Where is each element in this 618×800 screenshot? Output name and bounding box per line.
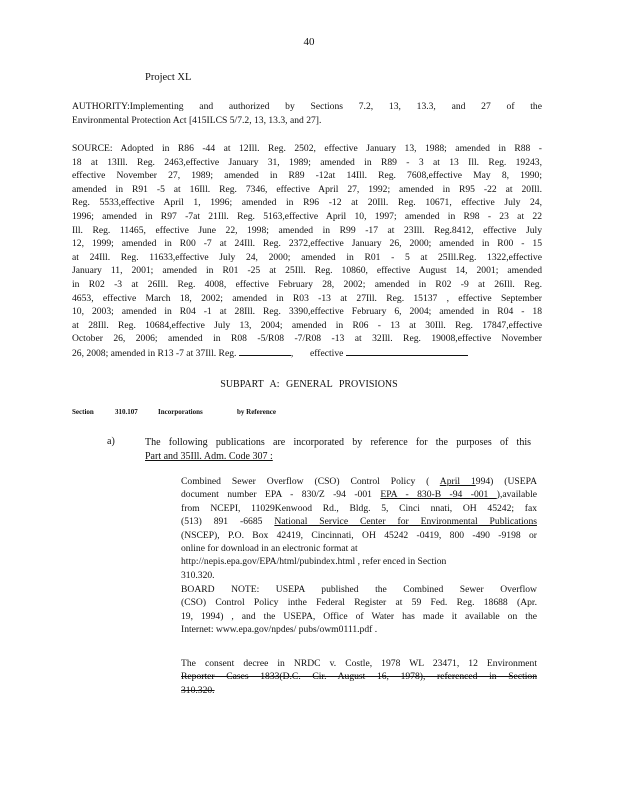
- consent-line-struck: Reporter Cases 1833(D.C. Cir. August 16, 1978), referenced in Section: [181, 671, 537, 683]
- page-number: 40: [303, 36, 315, 48]
- authority-line: Environmental Protection Act [415ILCS 5/7.2, 13, 13.3, and 27].: [72, 114, 322, 126]
- cso-text: document number EPA - 830/Z -94 -001: [181, 489, 381, 501]
- board-note-line: BOARD NOTE: USEPA published the Combined Sewer Overflow: [181, 584, 537, 595]
- source-paragraph: [72, 142, 542, 361]
- source-effective-label: effective: [310, 347, 344, 359]
- source-line: October 26, 2006; amended in R08 -5/R08 -7/R08 -13 at 32Ill. Reg. 19008,effective November: [72, 333, 542, 345]
- cso-text: Combined Sewer Overflow (CSO) Control Policy (: [181, 476, 440, 487]
- cso-text: ),available: [496, 489, 537, 501]
- section-title: by Reference: [237, 408, 276, 416]
- source-line: at 28Ill. Reg. 10684,effective July 13, 2004; amended in R06 - 13 at 30Ill. Reg. 17847,effective: [72, 319, 542, 331]
- cso-line: online for download in an electronic format at: [181, 543, 358, 555]
- item-label: a): [107, 436, 115, 447]
- cso-inserted-text: EPA - 830-B -94 -001: [380, 489, 497, 501]
- board-note-line: 19, 1994) , and the USEPA, Office of Water has made it available on the: [181, 610, 537, 622]
- source-line: Reg. 5533,effective April 1, 1996; amended in R96 -12 at 20Ill. Reg. 10671, effective July 24,: [72, 197, 542, 209]
- source-line: effective November 27, 1989; amended in R89 -12at 14Ill. Reg. 7608,effective May 8, 1990;: [72, 170, 542, 182]
- item-a-text: [145, 436, 531, 463]
- source-line: 12, 1999; amended in R00 -7 at 24Ill. Reg. 2372,effective January 26, 2000; amended in R00 - 15: [72, 238, 542, 250]
- cso-line: (NSCEP), P.O. Box 42419, Cincinnati, OH 45242 -0419, 800 -490 -9198 or: [181, 529, 537, 541]
- source-line: 18 at 13Ill. Reg. 2463,effective January 31, 1989; amended in R89 - 3 at 13 Ill. Reg. 19243,: [72, 156, 542, 168]
- cso-line: [181, 515, 537, 528]
- section-title: Incorporations: [158, 408, 203, 416]
- subpart-heading: SUBPART A: GENERAL PROVISIONS: [220, 379, 398, 390]
- document-title: Project XL: [145, 72, 192, 83]
- blank-effective-date: [346, 346, 468, 356]
- source-line: amended in R91 -5 at 16Ill. Reg. 7346, effective April 27, 1992; amended in R95 -22 at 20Ill.: [72, 183, 542, 195]
- cso-inserted-text: April 1: [439, 476, 476, 487]
- source-line: in R02 -3 at 26Ill. Reg. 4008, effective February 28, 2002; amended in R02 -9 at 26Ill. Reg.: [72, 278, 542, 290]
- source-line: Ill. Reg. 11465, effective June 22, 1998; amended in R99 -17 at 23Ill. Reg.8412, effective July: [72, 224, 542, 236]
- source-line: 10, 2003; amended in R04 -1 at 28Ill. Reg. 3390,effective February 6, 2004; amended in R04 - 18: [72, 306, 542, 318]
- source-last-line: 26, 2008; amended in R13 -7 at 37Ill. Reg. , effective: [72, 346, 542, 361]
- source-line: at 24Ill. Reg. 11633,effective July 24, 2000; amended in R01 - 5 at 25Ill.Reg. 1322,effective: [72, 251, 542, 263]
- board-note-line: Internet: www.epa.gov/npdes/ pubs/owm0111.pdf .: [181, 624, 378, 636]
- authority-paragraph: [72, 100, 542, 127]
- consent-decree-entry: [181, 657, 537, 697]
- section-label: Section: [72, 408, 94, 416]
- cso-line: http://nepis.epa.gov/EPA/html/pubindex.html , refer enced in Section: [181, 556, 447, 568]
- cso-text: 994) (USEPA: [475, 476, 537, 487]
- cso-line: [181, 475, 537, 488]
- cso-text: (513) 891 -6685: [181, 516, 275, 528]
- cso-line: from NCEPI, 11029Kenwood Rd., Bldg. 5, Cinci nnati, OH 45242; fax: [181, 502, 537, 514]
- source-line: 1996; amended in R97 -7at 21Ill. Reg. 5163,effective April 10, 1997; amended in R98 - 23 at 22: [72, 210, 542, 222]
- source-line: 4653, effective March 18, 2002; amended in R03 -13 at 27Ill. Reg. 15137 , effective September: [72, 292, 542, 304]
- source-line: January 11, 2001; amended in R01 -25 at 25Ill. Reg. 10860, effective August 14, 2001; amended: [72, 265, 542, 277]
- cso-line: [181, 488, 537, 501]
- source-line: SOURCE: Adopted in R86 -44 at 12Ill. Reg. 2502, effective January 13, 1988; amended in R88 -: [72, 143, 542, 154]
- consent-line: The consent decree in NRDC v. Costle, 1978 WL 23471, 12 Environment: [181, 658, 537, 669]
- blank-register-number: [239, 346, 291, 356]
- section-number: 310.107: [115, 408, 138, 416]
- authority-line: AUTHORITY:Implementing and authorized by Sections 7.2, 13, 13.3, and 27 of the: [72, 101, 542, 112]
- source-line: 26, 2008; amended in R13 -7 at 37Ill. Reg.: [72, 347, 237, 359]
- item-a-line-underlined: Part and 35Ill. Adm. Code 307 :: [145, 450, 273, 462]
- cso-policy-entry: [181, 475, 537, 582]
- item-a-line: The following publications are incorporated by reference for the purposes of this: [145, 437, 531, 448]
- cso-line: 310.320.: [181, 569, 215, 581]
- board-note: [181, 583, 537, 637]
- cso-inserted-text: National Service Center for Environmental Publications: [274, 516, 537, 528]
- consent-line-struck: 310.320.: [181, 684, 215, 696]
- board-note-line: (CSO) Control Policy inthe Federal Register at 59 Fed. Reg. 18688 (Apr.: [181, 597, 537, 609]
